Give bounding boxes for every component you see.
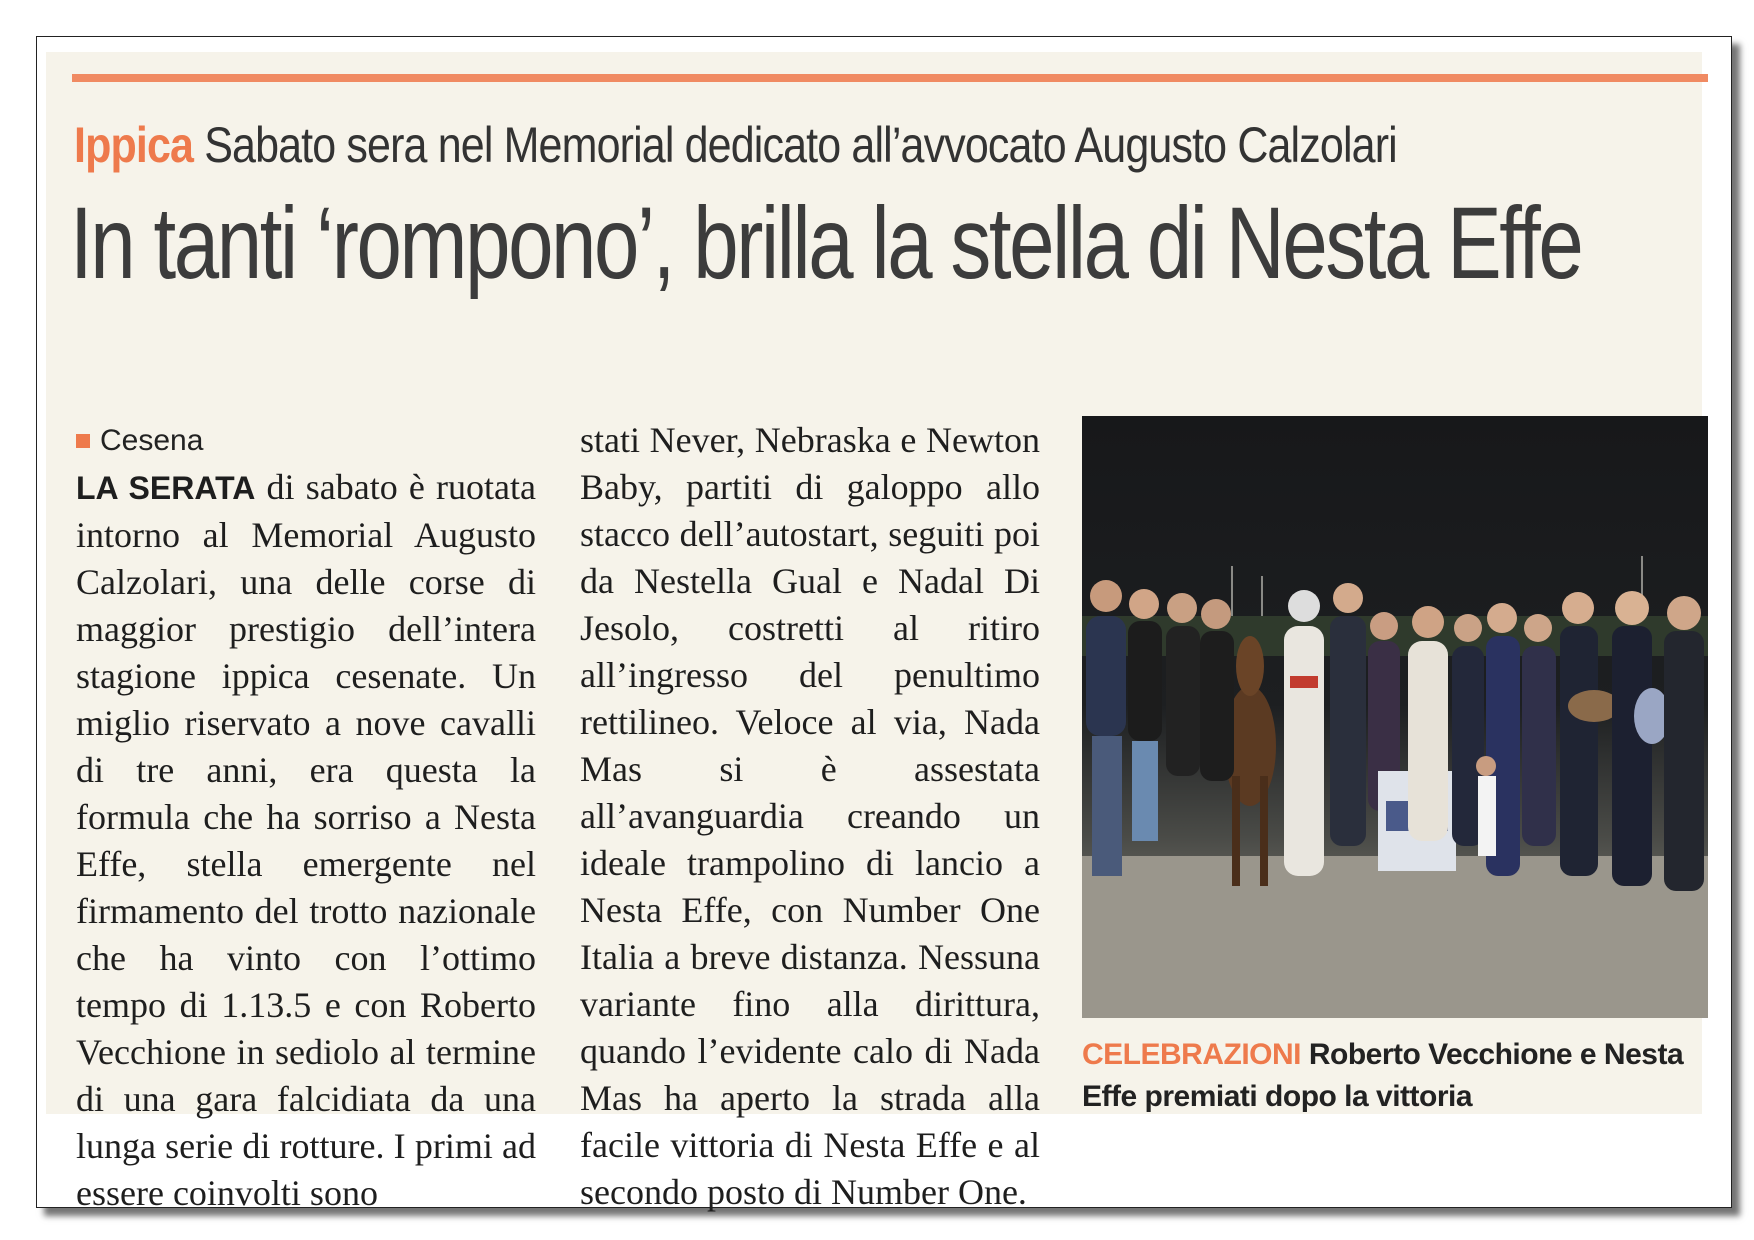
- photo: [1082, 416, 1708, 1018]
- body-column-2: [580, 417, 1040, 1216]
- square-bullet-icon: [76, 434, 90, 448]
- body-paragraph-1: [76, 464, 536, 1217]
- kicker: [74, 116, 1467, 174]
- body-column-1: [76, 417, 536, 1217]
- body-text-1: di sabato è ruotata intorno al Memorial Augusto Calzolari, una delle corse di maggior prestigio dell’intera stagione ippica cesenate. Un miglio riservato a nove cavalli di tre anni, era questa la formula che ha sorriso a Nesta Effe, stella emergente nel firmamento del trotto nazionale che ha vinto con l’ottimo tempo di 1.13.5 e con Roberto Vecchione in sediolo al termine di una gara falcidiata da una lunga serie di rotture. I primi ad essere coinvolti sono: [76, 467, 536, 1213]
- caption-label: CELEBRAZIONI: [1082, 1038, 1301, 1071]
- lead-in: LA SERATA: [76, 470, 256, 506]
- kicker-text: Sabato sera nel Memorial dedicato all’avvocato Augusto Calzolari: [204, 117, 1397, 173]
- celebration-photo: [1082, 416, 1708, 1018]
- body-text-2: stati Never, Nebraska e Newton Baby, partiti di galoppo allo stacco dell’autostart, seguiti poi da Nestella Gual e Nadal Di Jesolo, costretti al ritiro all’ingresso del penultimo rettilineo. Veloce al via, Nada Mas si è assestata all’avanguardia creando un ideale trampolino di lancio a Nesta Effe, con Number One Italia a breve distanza. Nessuna variante fino alla dirittura, quando l’evidente calo di Nada Mas ha aperto la strada alla facile vittoria di Nesta Effe e al secondo posto di Number One.: [580, 420, 1040, 1212]
- dateline: [76, 417, 536, 464]
- headline: In tanti ‘rompono’, brilla la stella di Nesta Effe: [70, 186, 1582, 300]
- section-label: Ippica: [74, 117, 194, 173]
- photo-caption: [1082, 1034, 1702, 1118]
- newspaper-clipping: [46, 52, 1702, 1213]
- caption-text: Roberto Vecchione e Nesta Effe premiati dopo la vittoria: [1082, 1038, 1684, 1113]
- top-rule: [72, 74, 1708, 82]
- dateline-text: Cesena: [100, 424, 204, 457]
